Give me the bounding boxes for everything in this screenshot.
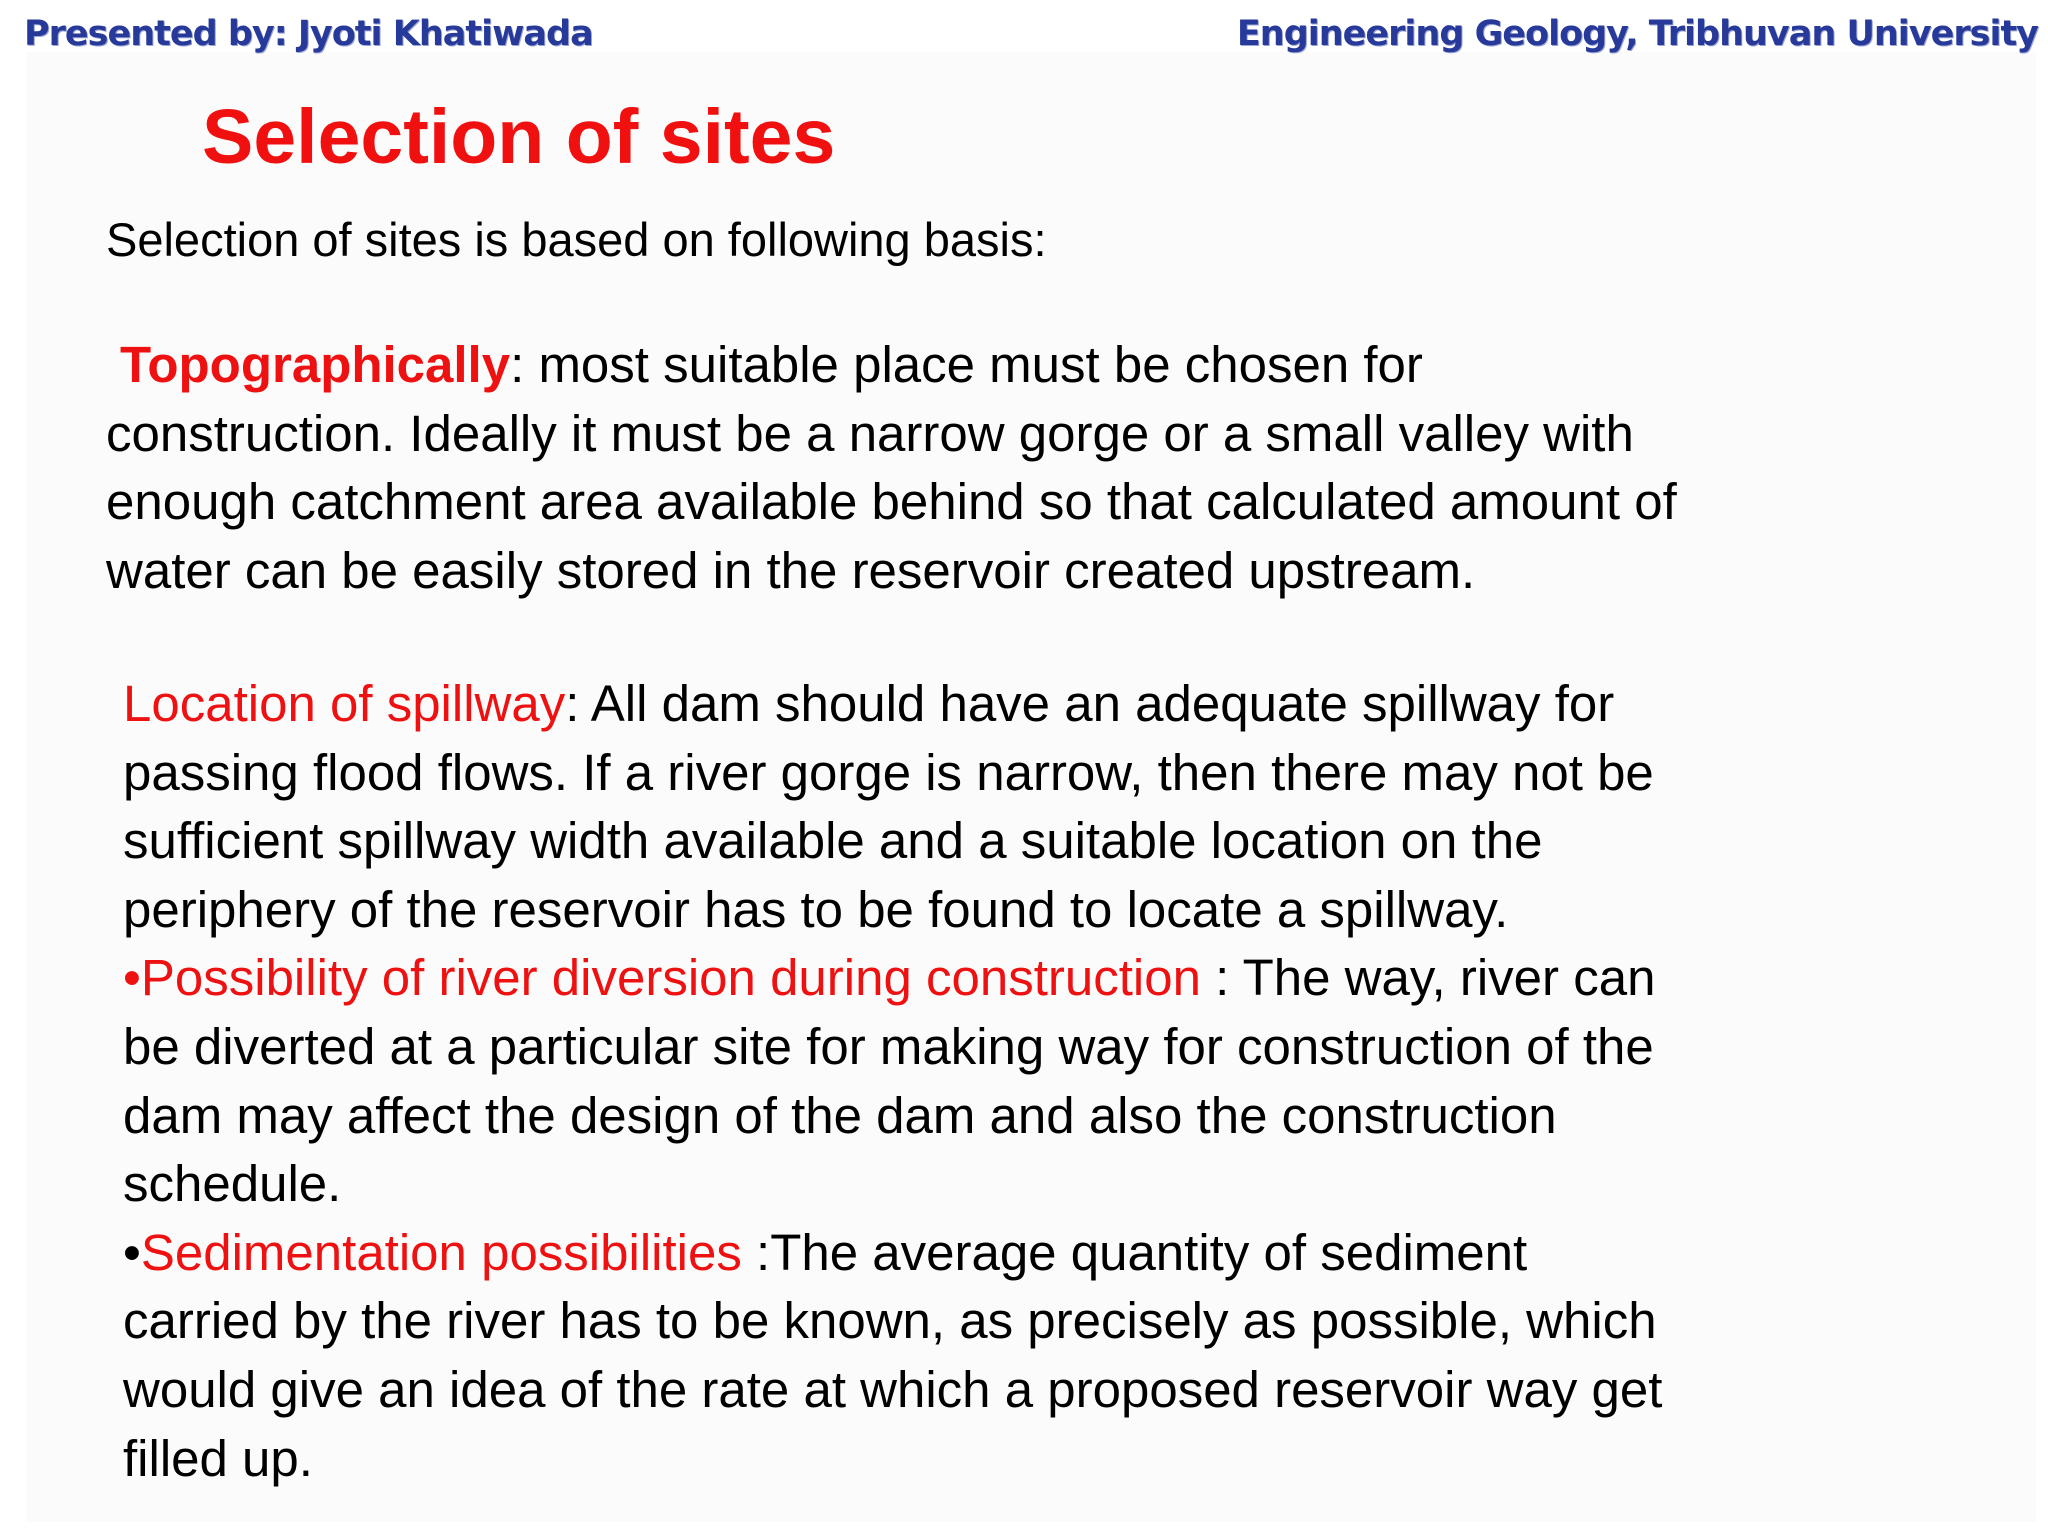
spillway-line-4: periphery of the reservoir has to be found to locate a spillway. [123,880,1509,938]
topography-term: Topographically [120,336,511,393]
presenter-header: Presented by: Jyoti Khatiwada [24,14,593,54]
criteria-list [123,670,1662,1493]
topography-line-2: construction. Ideally it must be a narrow gorge or a small valley with [106,404,1634,462]
topography-text: : most suitable place must be chosen for [510,336,1423,393]
spillway-text: : All dam should have an adequate spillway for [565,675,1615,732]
slide-title: Selection of sites [202,94,836,180]
intro-text: Selection of sites is based on following basis: [106,213,1047,266]
sedimentation-text: :The average quantity of sediment [741,1223,1528,1281]
sedimentation-line-1 [123,1219,1662,1288]
topography-line-1 [106,331,1677,400]
diversion-line-1 [123,944,1662,1013]
sedimentation-term: Sedimentation possibilities [140,1223,742,1281]
sedimentation-line-3: would give an idea of the rate at which a proposed reservoir way get [123,1360,1663,1418]
spillway-line-2: passing flood flows. If a river gorge is narrow, then there may not be [123,743,1654,801]
diversion-term: Possibility of river diversion during construction [140,949,1201,1007]
diversion-text: : The way, river can [1200,949,1656,1007]
sedimentation-line-2: carried by the river has to be known, as precisely as possible, which [123,1292,1657,1350]
topography-line-4: water can be easily stored in the reservoir created upstream. [106,541,1476,599]
spillway-term: Location of spillway [123,675,566,732]
topography-line-3: enough catchment area available behind so that calculated amount of [106,473,1677,531]
sedimentation-bullet: • [123,1223,141,1281]
topography-paragraph [106,331,1677,605]
diversion-bullet: • [123,949,141,1007]
diversion-line-3: dam may affect the design of the dam and also the construction [123,1086,1557,1144]
spillway-line-3: sufficient spillway width available and a suitable location on the [123,812,1543,870]
diversion-line-2: be diverted at a particular site for making way for construction of the [123,1017,1654,1075]
spillway-line-1 [123,670,1662,739]
sedimentation-line-4: filled up. [123,1429,313,1487]
diversion-line-4: schedule. [123,1155,342,1213]
course-header: Engineering Geology, Tribhuvan University [1236,14,2038,54]
